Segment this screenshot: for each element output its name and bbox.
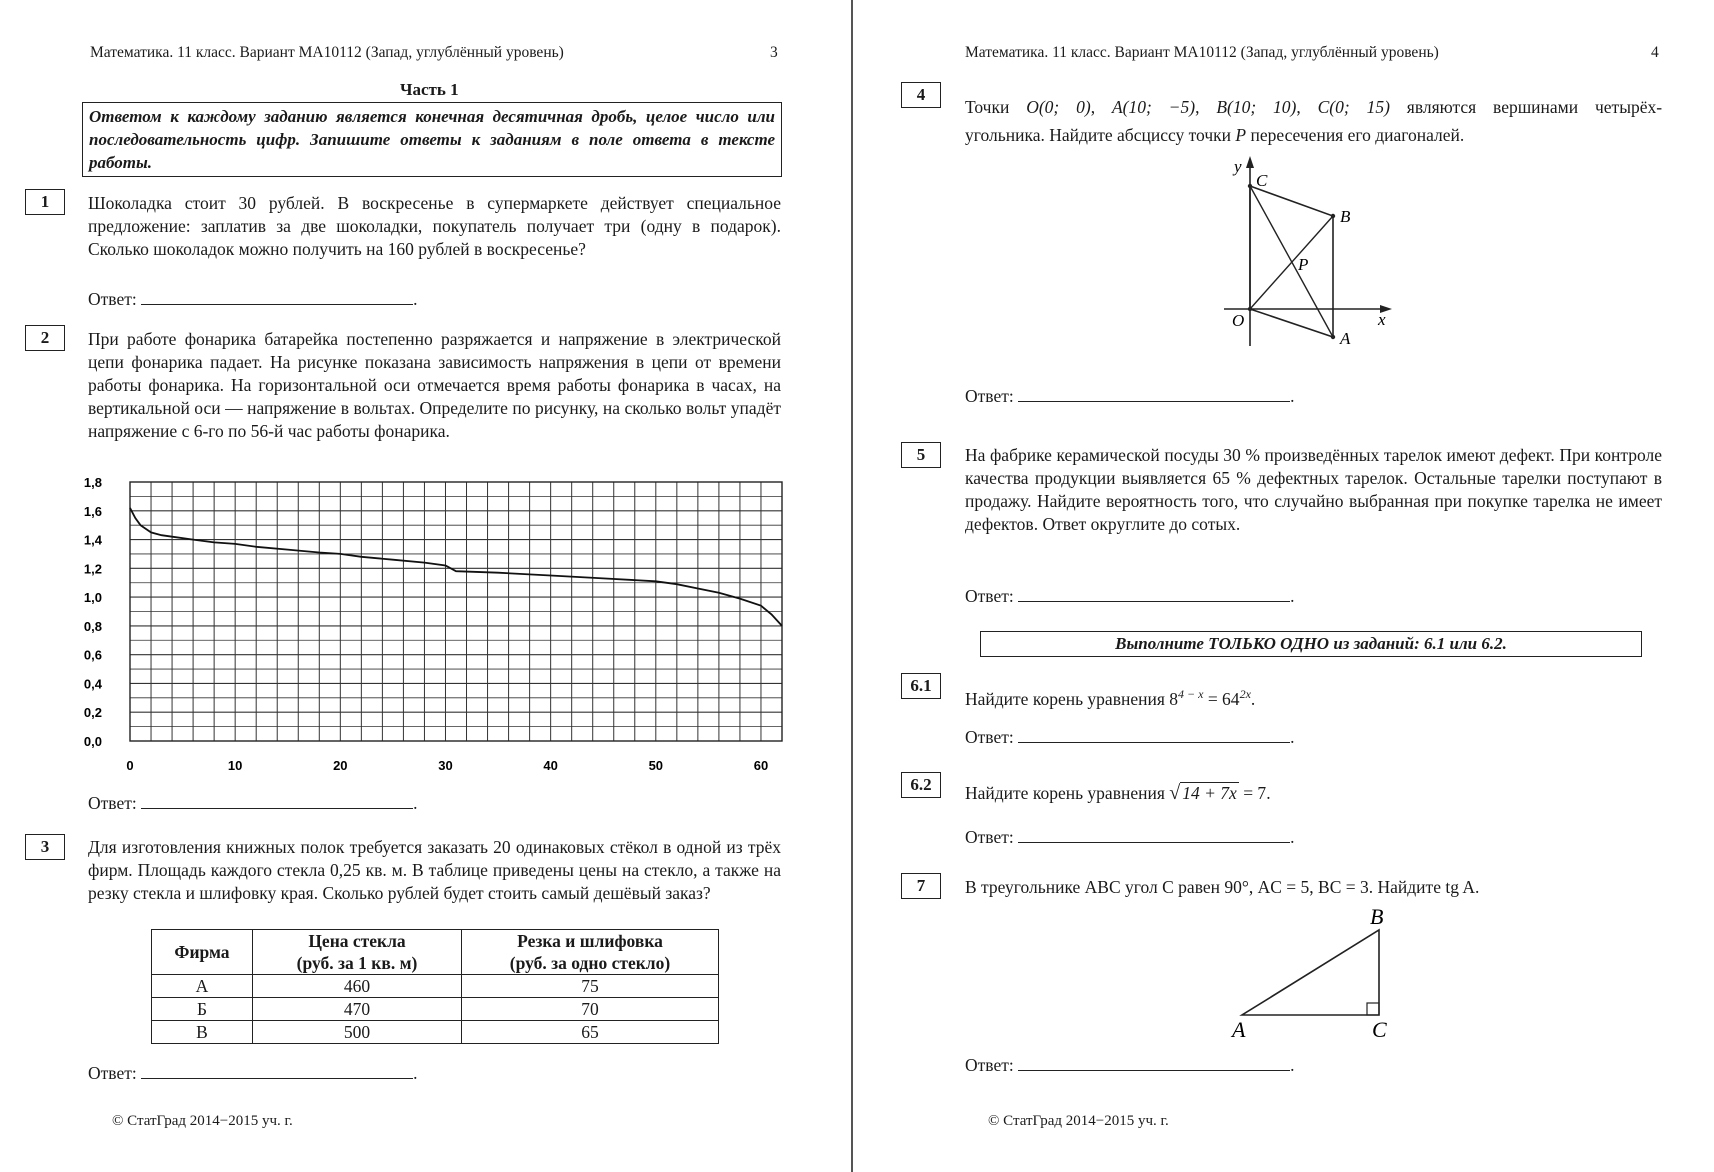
choice-banner: Выполните ТОЛЬКО ОДНО из заданий: 6.1 или 6.2. — [980, 631, 1642, 657]
answer-label: Ответ: — [965, 586, 1014, 606]
page-number: 3 — [770, 44, 778, 61]
x-axis-ticks — [126, 758, 768, 773]
y-tick-label: 0,8 — [83, 618, 102, 634]
answer-field-1[interactable]: Ответ: . — [88, 289, 418, 309]
task-1-text: Шоколадка стоит 30 рублей. В воскресенье в супермаркете действует специальное предложение: заплатив за две шоколадки, покупатель получает три (одну в подарок). Сколько шоколадок можно получить на 160 рублей в воскресенье? — [88, 193, 781, 259]
label-b: B — [1370, 904, 1384, 929]
label-c: C — [1256, 171, 1268, 190]
table-cell: 470 — [253, 998, 462, 1021]
task-3-text: Для изготовления книжных полок требуется заказать 20 одинаковых стёкол в одной из трёх фирм. Площадь каждого стекла 0,25 кв. м. В таблице приведены цены на стекло, а также на резку стекла и шлифовку края. Сколько рублей будет стоить самый дешёвый заказ? — [88, 837, 781, 903]
label-a: A — [1232, 1017, 1246, 1042]
triangle-figure — [854, 890, 1714, 1050]
y-axis-arrow — [1246, 156, 1254, 168]
table-cell: 500 — [253, 1021, 462, 1044]
task-number-4: 4 — [901, 82, 941, 108]
label-a: A — [1340, 329, 1351, 348]
header-glass-price: Цена стекла (руб. за 1 кв. м) — [253, 930, 462, 975]
answer-field-5[interactable]: Ответ: . — [965, 586, 1295, 606]
task-number-7: 7 — [901, 873, 941, 899]
answer-label: Ответ: — [965, 1055, 1014, 1075]
x-tick-label: 10 — [227, 758, 243, 773]
page-header: Математика. 11 класс. Вариант МА10112 (Запад, углублённый уровень) — [965, 44, 1439, 61]
y-tick-label: 1,2 — [83, 561, 102, 577]
task-2-text: При работе фонарика батарейка постепенно разряжается и напряжение в электрической цепи фонарика падает. На рисунке показана зависимость напряжения в цепи от времени работы фонарика. На горизонтальной оси отмечается время работы фонарика в часах, на вертикальной оси — напряжение в вольтах. Определите по рисунку, на сколько вольт упадёт напряжение с 6-го по 56-й час работы фонарика. — [88, 329, 781, 441]
task-number-6-2: 6.2 — [901, 772, 941, 798]
x-tick-label: 0 — [126, 758, 134, 773]
triangle-abc — [1242, 930, 1379, 1015]
diagonal-ca — [1250, 186, 1333, 337]
answer-field-6-1[interactable]: Ответ: . — [965, 727, 1295, 747]
voltage-line — [130, 508, 782, 626]
y-tick-label: 0,6 — [83, 647, 102, 663]
x-tick-label: 30 — [438, 758, 453, 773]
table-cell: 75 — [462, 975, 719, 998]
copyright-footer: © СтатГрад 2014−2015 уч. г. — [112, 1113, 293, 1129]
table-row — [152, 1021, 719, 1044]
task-4-line-1: Точки O(0; 0), A(10; −5), B(10; 10), C(0; 15) являются вершинами четырёх- — [965, 97, 1663, 117]
answer-label: Ответ: — [965, 827, 1014, 847]
table-cell: В — [152, 1021, 253, 1044]
header-cutting-price: Резка и шлифовка (руб. за одно стекло) — [462, 930, 719, 975]
x-tick-label: 40 — [543, 758, 558, 773]
answer-line[interactable] — [1018, 387, 1290, 402]
task-4-line-2: угольника. Найдите абсциссу точки P пересечения его диагоналей. — [965, 125, 1465, 145]
right-page — [854, 0, 1714, 1172]
answer-line[interactable] — [1018, 728, 1290, 743]
label-c: C — [1372, 1017, 1387, 1042]
answer-label: Ответ: — [965, 386, 1014, 406]
label-y: y — [1234, 157, 1242, 176]
x-tick-label: 20 — [333, 758, 348, 773]
quadrilateral-figure — [854, 0, 1714, 360]
answer-line[interactable] — [1018, 587, 1290, 602]
answer-label: Ответ: — [965, 727, 1014, 747]
chart-grid — [130, 482, 782, 741]
page-header: Математика. 11 класс. Вариант МА10112 (Запад, углублённый уровень) — [90, 44, 564, 61]
answer-label: Ответ: — [88, 1063, 137, 1083]
answer-label: Ответ: — [88, 793, 137, 813]
table-cell: 65 — [462, 1021, 719, 1044]
table-row — [152, 975, 719, 998]
table-cell: Б — [152, 998, 253, 1021]
voltage-chart — [80, 472, 800, 782]
answer-line[interactable] — [1018, 1056, 1290, 1071]
table-cell: 460 — [253, 975, 462, 998]
task-6-1-text: Найдите корень уравнения $8^{4 - x} = 64^{2x}$. — [965, 687, 1256, 709]
page-number: 4 — [1651, 44, 1659, 61]
task-5-text: На фабрике керамической посуды 30 % произведённых тарелок имеют дефект. При контроле качества продукции выявляется 65 % дефектных тарелок. Остальные тарелки поступают в продажу. Найдите вероятность того, что случайно выбранная при покупке тарелка не имеет дефектов. Ответ округлите до сотых. — [965, 445, 1662, 534]
task-number-1: 1 — [25, 189, 65, 215]
x-tick-label: 50 — [648, 758, 664, 773]
table-cell: 70 — [462, 998, 719, 1021]
table-row — [152, 998, 719, 1021]
price-table — [151, 929, 719, 1044]
x-tick-label: 60 — [753, 758, 769, 773]
label-x: x — [1378, 310, 1386, 329]
y-tick-label: 1,6 — [83, 503, 102, 519]
y-axis-ticks — [84, 475, 103, 749]
y-tick-label: 1,4 — [83, 532, 102, 548]
label-o: O — [1232, 311, 1245, 330]
table-cell: А — [152, 975, 253, 998]
instructions-box: Ответом к каждому заданию является конечная десятичная дробь, целое число или последовательность цифр. Запишите ответы к заданиям в поле ответа в тексте работы. — [82, 102, 782, 177]
left-page — [0, 0, 852, 1172]
answer-line[interactable] — [1018, 828, 1290, 843]
copyright-footer: © СтатГрад 2014−2015 уч. г. — [988, 1113, 1169, 1129]
label-b: B — [1340, 207, 1351, 226]
task-number-6-1: 6.1 — [901, 673, 941, 699]
task-number-2: 2 — [25, 325, 65, 351]
answer-line[interactable] — [141, 1064, 413, 1079]
answer-field-3[interactable]: Ответ: . — [88, 1063, 418, 1083]
y-tick-label: 0,0 — [83, 734, 102, 749]
header-firm: Фирма — [152, 930, 253, 975]
task-6-2-text: Найдите корень уравнения √ 14 + 7x = 7. — [965, 782, 1271, 804]
answer-field-6-2[interactable]: Ответ: . — [965, 827, 1295, 847]
point-c — [1248, 184, 1252, 188]
y-tick-label: 0,4 — [83, 676, 102, 692]
task-number-5: 5 — [901, 442, 941, 468]
table-header-row — [152, 930, 719, 975]
y-tick-label: 1,8 — [83, 475, 102, 490]
part-title: Часть 1 — [400, 80, 459, 99]
right-angle-mark — [1367, 1003, 1379, 1015]
point-b — [1331, 214, 1335, 218]
answer-field-7[interactable]: Ответ: . — [965, 1055, 1295, 1075]
label-p: P — [1298, 255, 1309, 274]
point-a — [1331, 335, 1335, 339]
answer-line[interactable] — [141, 794, 413, 809]
task-number-3: 3 — [25, 834, 65, 860]
answer-field-4[interactable]: Ответ: . — [965, 386, 1295, 406]
answer-field-2[interactable]: Ответ: . — [88, 793, 418, 813]
point-o — [1248, 307, 1252, 311]
task-7-text: В треугольнике ABC угол C равен 90°, AC = 5, BC = 3. Найдите tg A. — [965, 877, 1480, 897]
answer-line[interactable] — [141, 290, 413, 305]
y-tick-label: 1,0 — [83, 590, 102, 606]
y-tick-label: 0,2 — [83, 705, 102, 721]
answer-label: Ответ: — [88, 289, 137, 309]
